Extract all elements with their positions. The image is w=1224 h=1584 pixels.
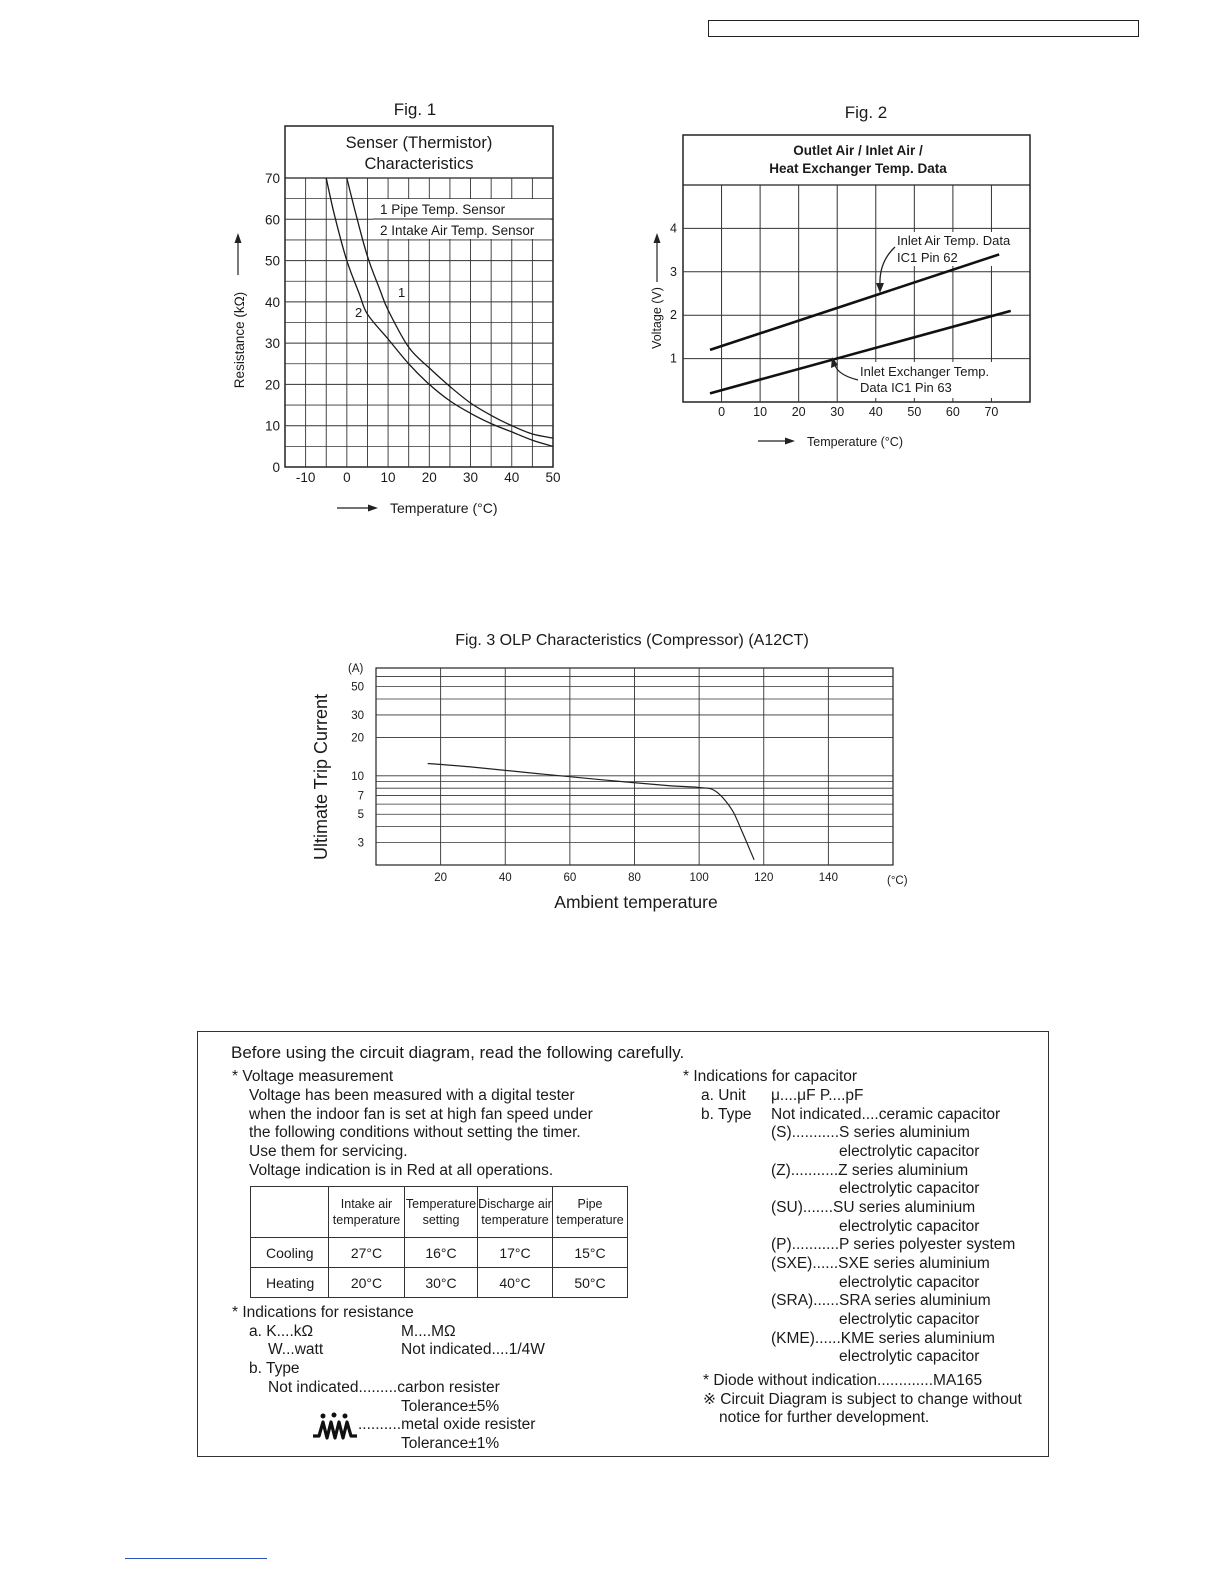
voltage-title: * Voltage measurement <box>232 1068 394 1085</box>
fig1-xtick-label: 10 <box>380 470 396 485</box>
notes-heading: Before using the circuit diagram, read the following carefully. <box>231 1043 685 1062</box>
fig2-xtick-label: 30 <box>830 405 845 419</box>
resistance-a-left-2: W...watt <box>268 1341 324 1358</box>
capacitor-item-code: (Z)...........Z series aluminium <box>771 1162 969 1179</box>
fig2-ytick-label: 1 <box>670 351 677 366</box>
fig2-title-line2: Heat Exchanger Temp. Data <box>769 161 947 176</box>
fig3-xunit: (°C) <box>887 875 908 887</box>
fig3-series-line <box>428 764 754 860</box>
fig2-annotation2-line1: Inlet Exchanger Temp. <box>860 364 990 379</box>
fig1-ytick-label: 50 <box>264 253 280 269</box>
fig1-ytick-label: 60 <box>264 212 280 228</box>
fig3-ytick-label: 20 <box>351 732 364 745</box>
capacitor-unit-label: a. Unit <box>701 1087 746 1104</box>
fig3-xlabel: Ambient temperature <box>554 892 718 912</box>
fig1-xtick-label: 40 <box>504 470 520 485</box>
capacitor-item-code: (SU).......SU series aluminium <box>771 1199 976 1216</box>
fig1-ytick-label: 30 <box>264 336 280 352</box>
capacitor-type-label: b. Type <box>701 1106 752 1123</box>
fig1-xtick-label: -10 <box>295 470 316 485</box>
capacitor-type-first: Not indicated....ceramic capacitor <box>771 1106 1001 1123</box>
table-row <box>251 1238 628 1268</box>
row-label: Heating <box>251 1268 329 1298</box>
capacitor-item-code: (P)...........P series polyester system <box>771 1236 1016 1253</box>
fig2-xlabel: Temperature (°C) <box>807 435 903 449</box>
fig1-xtick-label: 50 <box>545 470 561 485</box>
fig1-xtick-label: 0 <box>343 470 351 485</box>
fig3-ytick-label: 3 <box>357 837 364 850</box>
capacitor-item-desc: electrolytic capacitor <box>839 1274 980 1291</box>
cell: 27°C <box>329 1238 405 1268</box>
fig1-xtick-label: 20 <box>421 470 437 485</box>
voltage-line-4: Use them for servicing. <box>249 1143 408 1160</box>
fig3-ticks <box>351 682 838 884</box>
fig2-xtick-label: 40 <box>868 405 883 419</box>
fig1-curve-label-1: 1 <box>398 285 406 300</box>
fig1-ytick-label: 70 <box>264 171 280 186</box>
fig2-ytick-label: 4 <box>670 221 677 236</box>
resistance-title: * Indications for resistance <box>232 1304 414 1321</box>
fig3-xtick-label: 40 <box>498 872 512 884</box>
voltage-line-2: when the indoor fan is set at high fan speed under <box>249 1106 593 1123</box>
resistance-b-line-4: Tolerance±1% <box>401 1435 500 1452</box>
table-header-pipe: Pipe temperature <box>553 1187 628 1238</box>
circuit-notes-box <box>197 1031 1049 1457</box>
fig2-ylabel: Voltage (V) <box>650 287 664 349</box>
fig3-ytick-label: 7 <box>357 790 364 803</box>
fig2-annotation2-line2: Data IC1 Pin 63 <box>860 380 952 395</box>
fig2-xtick-label: 50 <box>907 405 922 419</box>
fig3-ylabel: Ultimate Trip Current <box>311 693 331 861</box>
fig3-xtick-label: 120 <box>754 872 774 884</box>
fig3-xtick-label: 140 <box>818 872 838 884</box>
voltage-line-5: Voltage indication is in Red at all operations. <box>249 1162 554 1179</box>
footer-link-underline <box>125 1558 267 1559</box>
table-header-intake: Intake air temperature <box>329 1187 405 1238</box>
metal-oxide-resistor-icon <box>311 1410 359 1444</box>
voltage-line-1: Voltage has been measured with a digital tester <box>249 1087 575 1104</box>
fig3-ytick-label: 5 <box>357 809 364 822</box>
fig2-xtick-label: 70 <box>984 405 999 419</box>
fig2-ytick-label: 2 <box>670 308 677 323</box>
fig3-grid <box>376 668 893 865</box>
fig3-curve <box>428 764 754 860</box>
fig1-ytick-label: 40 <box>264 294 280 310</box>
cell: 30°C <box>405 1268 478 1298</box>
fig2-annotation1-line1: Inlet Air Temp. Data <box>897 233 1011 248</box>
fig1-caption: Fig. 1 <box>393 100 437 119</box>
fig1-curve-label-2: 2 <box>355 305 363 320</box>
capacitor-item-desc: electrolytic capacitor <box>839 1348 980 1365</box>
cell: 15°C <box>553 1238 628 1268</box>
cell: 50°C <box>553 1268 628 1298</box>
capacitor-title: * Indications for capacitor <box>683 1068 858 1085</box>
capacitor-item-code: (SRA)......SRA series aluminium <box>771 1292 991 1309</box>
cell: 17°C <box>478 1238 553 1268</box>
resistance-b-title: b. Type <box>249 1360 300 1377</box>
conditions-table <box>250 1186 628 1298</box>
table-corner-cell <box>251 1187 329 1238</box>
fig3-yunit: (A) <box>348 663 364 675</box>
fig1-title-line2: Characteristics <box>364 155 474 173</box>
resistance-a-left-1: a. K....kΩ <box>249 1323 314 1340</box>
cell: 40°C <box>478 1268 553 1298</box>
fig2-xtick-label: 60 <box>945 405 960 419</box>
fig2-title-line1: Outlet Air / Inlet Air / <box>793 143 923 158</box>
fig3-ytick-label: 10 <box>351 770 364 783</box>
capacitor-item-desc: electrolytic capacitor <box>839 1218 980 1235</box>
fig2-annotation1-line2: IC1 Pin 62 <box>897 250 958 265</box>
fig2-xtick-label: 10 <box>753 405 768 419</box>
fig3-xtick-label: 20 <box>434 872 448 884</box>
cell: 20°C <box>329 1268 405 1298</box>
change-note-line-1: ※ Circuit Diagram is subject to change without <box>703 1391 1022 1408</box>
table-row <box>251 1268 628 1298</box>
diode-note: * Diode without indication.............MA165 <box>703 1372 983 1389</box>
cell: 16°C <box>405 1238 478 1268</box>
fig2-ytick-label: 3 <box>670 264 677 279</box>
fig1-xlabel: Temperature (°C) <box>390 500 498 516</box>
table-header-setting: Temperature setting <box>405 1187 478 1238</box>
capacitor-item-desc: electrolytic capacitor <box>839 1180 980 1197</box>
fig3-ytick-label: 30 <box>351 709 364 722</box>
fig3-ytick-label: 50 <box>351 681 364 694</box>
capacitor-item-desc: electrolytic capacitor <box>839 1311 980 1328</box>
fig1-xtick-label: 30 <box>463 470 479 485</box>
fig1-title-line1: Senser (Thermistor) <box>345 134 493 152</box>
resistance-b-line-1: Not indicated.........carbon resister <box>268 1379 500 1396</box>
fig1-ytick-label: 20 <box>264 377 280 393</box>
fig1-legend-1: 1 Pipe Temp. Sensor <box>380 202 506 217</box>
fig1-ytick-label: 0 <box>272 460 280 475</box>
capacitor-item-desc: electrolytic capacitor <box>839 1143 980 1160</box>
capacitor-item-code: (KME)......KME series aluminium <box>771 1330 995 1347</box>
capacitor-item-code: (S)...........S series aluminium <box>771 1124 970 1141</box>
fig3-xtick-label: 80 <box>628 872 641 884</box>
fig1-ytick-label: 10 <box>264 418 280 434</box>
capacitor-unit-values: μ....μF P....pF <box>771 1087 864 1104</box>
fig2-caption: Fig. 2 <box>844 103 888 122</box>
resistance-a-right-2: Not indicated....1/4W <box>401 1341 545 1358</box>
voltage-line-3: the following conditions without setting the timer. <box>249 1124 581 1141</box>
fig1-legend-2: 2 Intake Air Temp. Sensor <box>380 223 535 238</box>
table-header-discharge: Discharge air temperature <box>478 1187 553 1238</box>
capacitor-item-code: (SXE)......SXE series aluminium <box>771 1255 990 1272</box>
change-note-line-2: notice for further development. <box>719 1409 930 1426</box>
fig3-xtick-label: 60 <box>563 872 577 884</box>
resistance-b-line-3: ..........metal oxide resister <box>358 1416 536 1433</box>
fig1-ylabel: Resistance (kΩ) <box>232 291 247 389</box>
resistance-b-line-2: Tolerance±5% <box>401 1398 500 1415</box>
fig2-xtick-label: 0 <box>718 405 726 419</box>
resistance-a-right-1: M....MΩ <box>401 1323 456 1340</box>
fig2-xtick-label: 20 <box>791 405 806 419</box>
fig3-title: Fig. 3 OLP Characteristics (Compressor) (A12CT) <box>455 632 809 649</box>
fig3-xtick-label: 100 <box>689 872 709 884</box>
row-label: Cooling <box>251 1238 329 1268</box>
